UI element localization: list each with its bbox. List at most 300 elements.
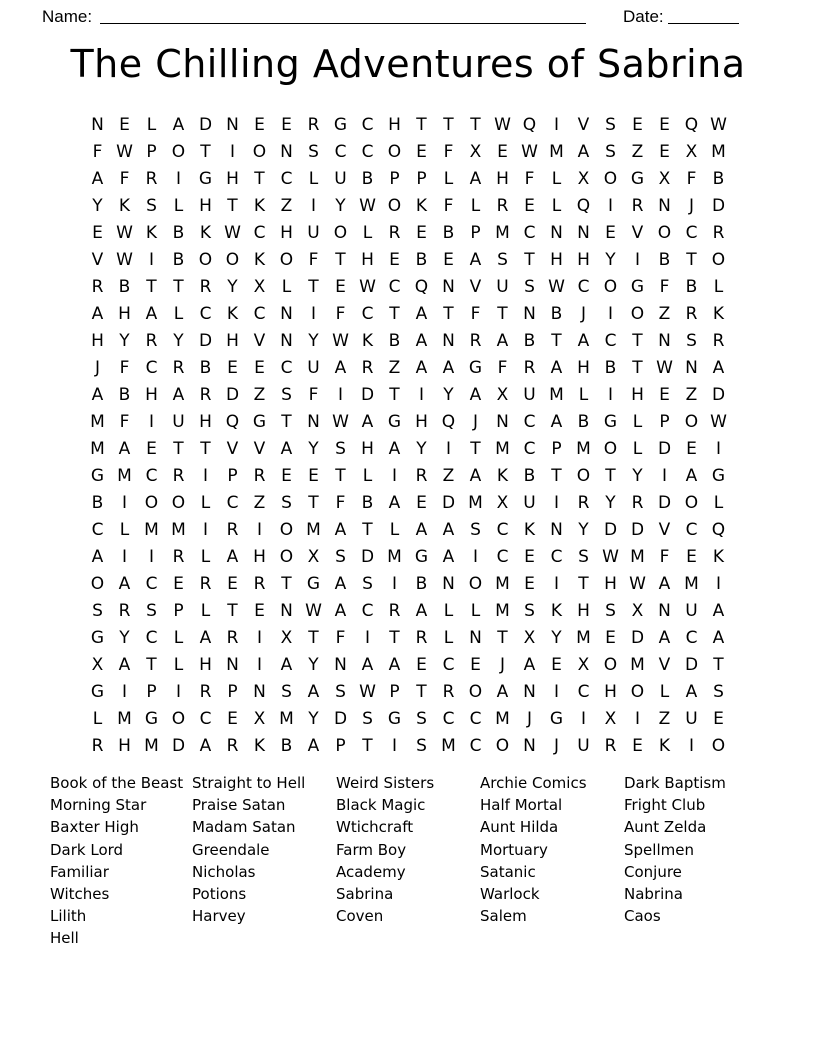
grid-cell: P [416,169,427,189]
grid-cell: G [387,709,402,729]
grid-cell: R [442,682,455,702]
grid-cell: T [281,412,292,432]
grid-cell: S [524,277,535,297]
grid-cell: H [91,331,104,351]
grid-cell: E [281,466,292,486]
grid-cell: E [524,547,535,567]
grid-cell: P [227,682,238,702]
grid-cell: R [577,493,590,513]
grid-cell: E [605,628,616,648]
grid-cell: T [362,736,373,756]
grid-cell: S [686,331,697,351]
grid-cell: E [524,196,535,216]
grid-cell: O [711,250,726,270]
grid-cell: I [580,709,586,729]
grid-cell: O [90,574,105,594]
grid-cell: A [469,385,482,405]
grid-cell: F [659,547,670,567]
grid-cell: Y [632,466,643,486]
grid-cell: H [631,385,644,405]
word-item: Academy [336,862,406,881]
grid-cell: R [631,493,644,513]
grid-cell: O [603,277,618,297]
word-item: Spellmen [624,840,694,859]
grid-cell: N [496,412,509,432]
grid-cell: S [578,547,589,567]
word-item: Familiar [50,862,109,881]
grid-cell: A [658,628,671,648]
grid-cell: R [145,169,158,189]
grid-cell: I [148,250,154,270]
grid-cell: T [335,250,346,270]
grid-cell: Q [414,277,429,297]
grid-cell: L [173,655,184,675]
grid-cell: X [631,601,644,621]
date-label: Date: [623,7,664,26]
grid-cell: X [577,169,590,189]
grid-cell: A [307,736,320,756]
grid-cell: R [712,223,725,243]
grid-cell: U [577,736,590,756]
grid-cell: E [416,655,427,675]
grid-cell: R [388,223,401,243]
grid-cell: A [172,115,185,135]
grid-cell: S [497,250,508,270]
grid-cell: A [172,385,185,405]
grid-cell: I [634,250,640,270]
grid-cell: C [577,277,590,297]
grid-cell: G [630,277,645,297]
grid-cell: D [198,331,213,351]
grid-cell: R [199,574,212,594]
grid-cell: L [173,628,184,648]
grid-cell: A [442,520,455,540]
grid-cell: U [172,412,185,432]
grid-cell: H [253,547,266,567]
grid-cell: T [578,574,589,594]
grid-cell: H [145,385,158,405]
grid-cell: A [226,547,239,567]
grid-cell: L [200,547,211,567]
grid-cell: X [280,628,293,648]
grid-cell: Z [631,142,644,162]
grid-cell: R [604,736,617,756]
grid-cell: D [225,385,240,405]
grid-cell: O [387,142,402,162]
grid-cell: I [121,493,127,513]
grid-cell: L [281,277,292,297]
grid-cell: M [495,709,510,729]
grid-cell: S [335,547,346,567]
grid-cell: F [335,304,346,324]
grid-cell: H [226,331,239,351]
grid-cell: T [200,439,211,459]
grid-cell: Q [711,520,726,540]
grid-cell: O [711,736,726,756]
grid-cell: C [280,358,293,378]
grid-cell: S [92,601,103,621]
grid-cell: R [199,277,212,297]
grid-cell: G [630,169,645,189]
grid-cell: I [607,196,613,216]
grid-cell: Y [119,628,130,648]
grid-cell: M [144,736,159,756]
grid-cell: I [715,574,721,594]
grid-cell: N [685,358,698,378]
grid-cell: D [657,493,672,513]
grid-cell: A [145,304,158,324]
grid-cell: H [388,115,401,135]
grid-cell: S [713,682,724,702]
grid-cell: A [280,655,293,675]
grid-cell: Z [658,709,671,729]
grid-cell: G [90,682,105,702]
date-fill-in-line[interactable] [668,23,739,24]
grid-cell: D [630,520,645,540]
grid-cell: K [253,736,266,756]
grid-cell: Y [308,655,319,675]
grid-cell: N [550,520,563,540]
grid-cell: V [469,277,482,297]
grid-cell: W [494,115,511,135]
grid-cell: O [630,304,645,324]
grid-cell: T [254,169,265,189]
grid-cell: C [685,628,698,648]
grid-cell: C [199,709,212,729]
grid-cell: A [496,331,509,351]
grid-cell: C [253,223,266,243]
grid-cell: A [307,682,320,702]
grid-cell: E [227,709,238,729]
grid-cell: M [576,628,591,648]
grid-cell: E [713,709,724,729]
grid-cell: A [388,439,401,459]
word-column [624,772,726,927]
grid-cell: O [171,709,186,729]
grid-cell: F [443,142,454,162]
grid-cell: I [202,466,208,486]
grid-cell: A [469,466,482,486]
grid-cell: E [227,358,238,378]
grid-cell: S [281,385,292,405]
grid-cell: K [226,304,239,324]
grid-cell: A [334,574,347,594]
grid-cell: Q [522,115,537,135]
grid-cell: X [604,709,617,729]
grid-cell: B [415,250,428,270]
grid-cell: Y [308,331,319,351]
grid-cell: N [523,304,536,324]
grid-cell: Z [253,493,266,513]
grid-cell: Y [605,250,616,270]
grid-cell: I [337,385,343,405]
grid-cell: V [91,250,104,270]
grid-cell: M [468,493,483,513]
grid-cell: C [145,358,158,378]
grid-cell: E [119,115,130,135]
grid-cell: A [685,466,698,486]
grid-cell: E [659,142,670,162]
grid-cell: J [94,358,100,378]
grid-cell: Y [443,385,454,405]
grid-cell: E [335,277,346,297]
grid-cell: T [443,304,454,324]
grid-cell: H [577,250,590,270]
grid-cell: I [148,547,154,567]
grid-cell: I [121,547,127,567]
grid-cell: T [605,466,616,486]
grid-cell: O [576,466,591,486]
grid-cell: R [91,736,104,756]
grid-cell: N [658,196,671,216]
grid-cell: G [90,628,105,648]
grid-cell: X [307,547,320,567]
grid-cell: T [173,277,184,297]
grid-cell: T [389,304,400,324]
grid-cell: U [685,709,698,729]
grid-cell: I [310,304,316,324]
grid-cell: D [198,115,213,135]
grid-cell: T [470,115,481,135]
grid-cell: H [361,439,374,459]
grid-cell: M [279,709,294,729]
grid-cell: P [146,142,157,162]
word-item: Half Mortal [480,796,563,815]
grid-cell: F [119,412,130,432]
grid-cell: X [496,493,509,513]
grid-cell: L [551,169,562,189]
grid-cell: N [658,601,671,621]
grid-cell: M [90,412,105,432]
grid-cell: E [416,223,427,243]
grid-cell: I [391,466,397,486]
grid-cell: C [496,547,509,567]
grid-cell: L [470,601,481,621]
grid-cell: T [227,196,238,216]
grid-cell: T [686,250,697,270]
grid-cell: O [279,547,294,567]
grid-cell: A [118,439,131,459]
grid-cell: O [603,169,618,189]
word-column [50,772,183,950]
grid-cell: R [226,628,239,648]
grid-cell: I [256,520,262,540]
grid-cell: O [684,412,699,432]
grid-cell: C [199,304,212,324]
grid-cell: R [253,574,266,594]
grid-cell: F [308,250,319,270]
grid-cell: R [523,358,536,378]
grid-cell: L [173,196,184,216]
grid-cell: B [118,385,131,405]
grid-cell: L [146,115,157,135]
grid-cell: Z [388,358,401,378]
grid-cell: I [391,736,397,756]
grid-cell: M [117,466,132,486]
grid-cell: C [442,655,455,675]
grid-cell: C [226,493,239,513]
grid-cell: W [359,277,376,297]
grid-cell: E [389,250,400,270]
grid-cell: L [470,196,481,216]
grid-cell: A [658,574,671,594]
grid-cell: H [604,682,617,702]
grid-cell: D [630,628,645,648]
grid-cell: A [118,655,131,675]
grid-cell: R [199,385,212,405]
grid-cell: P [470,223,481,243]
grid-cell: I [121,682,127,702]
grid-cell: F [497,358,508,378]
grid-cell: F [308,385,319,405]
grid-cell: S [524,601,535,621]
grid-cell: K [361,331,374,351]
grid-cell: N [226,115,239,135]
grid-cell: S [335,682,346,702]
grid-cell: C [523,412,536,432]
grid-cell: T [308,493,319,513]
grid-cell: T [497,628,508,648]
grid-cell: L [362,223,373,243]
grid-cell: N [253,682,266,702]
grid-cell: W [656,358,673,378]
grid-cell: K [712,547,725,567]
grid-cell: M [576,439,591,459]
word-item: Aunt Hilda [480,818,559,837]
grid-cell: E [659,385,670,405]
grid-cell: T [362,520,373,540]
grid-cell: G [306,574,321,594]
grid-cell: T [443,115,454,135]
grid-cell: N [226,655,239,675]
grid-cell: J [688,196,694,216]
grid-cell: S [470,520,481,540]
grid-cell: O [603,439,618,459]
grid-cell: N [523,682,536,702]
grid-cell: R [361,358,374,378]
word-item: Archie Comics [480,774,587,792]
grid-cell: T [416,115,427,135]
grid-cell: C [469,736,482,756]
grid-cell: P [659,412,670,432]
grid-cell: H [577,358,590,378]
grid-cell: P [551,439,562,459]
grid-cell: W [332,412,349,432]
grid-cell: X [577,655,590,675]
grid-cell: A [91,304,104,324]
grid-cell: R [712,331,725,351]
grid-cell: T [308,628,319,648]
grid-cell: Z [442,466,455,486]
grid-cell: B [712,169,725,189]
grid-cell: I [634,709,640,729]
grid-cell: L [200,601,211,621]
grid-cell: B [658,250,671,270]
grid-cell: X [523,628,536,648]
grid-cell: B [523,466,536,486]
grid-cell: D [441,493,456,513]
grid-cell: S [146,196,157,216]
grid-cell: T [470,439,481,459]
word-item: Harvey [192,907,246,926]
grid-cell: G [387,412,402,432]
grid-cell: V [658,520,671,540]
grid-cell: N [442,331,455,351]
grid-cell: N [280,304,293,324]
grid-cell: B [604,358,617,378]
grid-cell: W [629,574,646,594]
grid-cell: E [524,574,535,594]
grid-cell: A [199,736,212,756]
grid-cell: A [577,331,590,351]
grid-cell: I [715,439,721,459]
word-column [480,772,587,927]
letter-grid [84,112,732,760]
grid-cell: K [415,196,428,216]
grid-cell: P [335,736,346,756]
grid-cell: T [551,331,562,351]
grid-cell: W [305,601,322,621]
grid-cell: Z [280,196,293,216]
grid-cell: L [551,196,562,216]
grid-cell: C [361,142,374,162]
word-item: Warlock [480,885,540,904]
grid-cell: L [200,493,211,513]
grid-cell: I [553,115,559,135]
grid-cell: R [199,682,212,702]
grid-cell: U [523,385,536,405]
grid-cell: M [117,709,132,729]
name-fill-in-line[interactable] [100,23,586,24]
grid-cell: T [632,331,643,351]
grid-cell: V [577,115,590,135]
grid-cell: M [495,439,510,459]
grid-cell: Y [551,628,562,648]
grid-cell: W [602,547,619,567]
word-item: Farm Boy [336,840,407,859]
grid-cell: A [712,358,725,378]
grid-cell: M [441,736,456,756]
word-item: Hell [50,929,79,948]
word-item: Nicholas [192,862,256,881]
grid-cell: A [712,628,725,648]
grid-cell: E [92,223,103,243]
grid-cell: C [253,304,266,324]
grid-cell: A [334,601,347,621]
grid-cell: L [308,169,319,189]
word-item: Dark Lord [50,840,124,859]
grid-cell: M [387,547,402,567]
grid-cell: C [442,709,455,729]
grid-cell: E [686,547,697,567]
grid-cell: E [416,142,427,162]
grid-cell: R [172,547,185,567]
grid-cell: M [306,520,321,540]
word-item: Straight to Hell [192,774,306,792]
grid-cell: F [119,169,130,189]
grid-cell: C [604,331,617,351]
grid-cell: R [226,520,239,540]
grid-cell: E [551,655,562,675]
grid-cell: Q [225,412,240,432]
grid-cell: B [415,574,428,594]
grid-cell: S [605,601,616,621]
word-item: Dark Baptism [624,774,726,792]
grid-cell: R [307,115,320,135]
grid-cell: I [229,142,235,162]
grid-cell: B [280,736,293,756]
grid-cell: D [711,196,726,216]
